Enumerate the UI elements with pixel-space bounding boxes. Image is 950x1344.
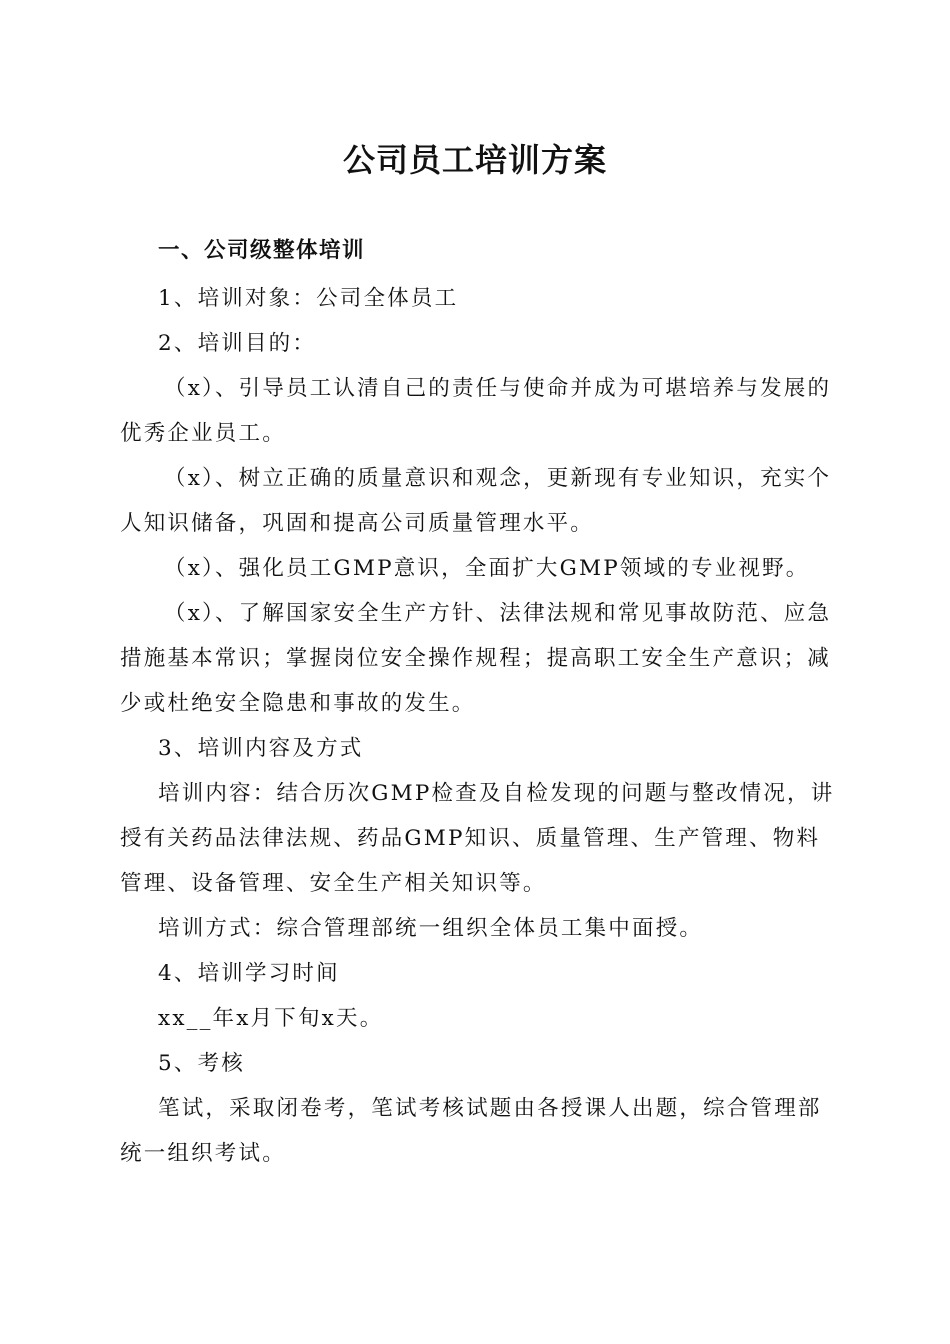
purpose-goal-1: （x）、引导员工认清自己的责任与使命并成为可堪培养与发展的优秀企业员工。 — [120, 376, 832, 446]
item-training-target: 1、培训对象：公司全体员工 — [158, 286, 459, 311]
item-assessment: 5、考核 — [158, 1051, 245, 1076]
assessment-paragraph: 笔试，采取闭卷考，笔试考核试题由各授课人出题，综合管理部统一组织考试。 — [120, 1096, 822, 1166]
purpose-goal-3: （x）、强化员工GMP意识，全面扩大GMP领域的专业视野。 — [164, 556, 810, 581]
item-training-content-method: 3、培训内容及方式 — [158, 736, 364, 761]
item-training-time: 4、培训学习时间 — [158, 961, 340, 986]
item-training-purpose: 2、培训目的： — [158, 331, 317, 356]
purpose-goal-2: （x）、树立正确的质量意识和观念，更新现有专业知识，充实个人知识储备，巩固和提高公司质量管理水平。 — [120, 466, 832, 536]
section-heading: 一、公司级整体培训 — [158, 238, 366, 263]
training-time-paragraph: xx__年x月下旬x天。 — [158, 1006, 384, 1031]
purpose-goal-4: （x）、了解国家安全生产方针、法律法规和常见事故防范、应急措施基本常识；掌握岗位安全操作规程；提高职工安全生产意识；减少或杜绝安全隐患和事故的发生。 — [120, 601, 832, 716]
document-body — [120, 228, 840, 1176]
document-title: 公司员工培训方案 — [342, 141, 607, 179]
training-content-paragraph: 培训内容：结合历次GMP检查及自检发现的问题与整改情况，讲授有关药品法律法规、药品GMP知识、质量管理、生产管理、物料管理、设备管理、安全生产相关知识等。 — [120, 781, 835, 896]
training-method-paragraph: 培训方式：综合管理部统一组织全体员工集中面授。 — [158, 916, 704, 941]
